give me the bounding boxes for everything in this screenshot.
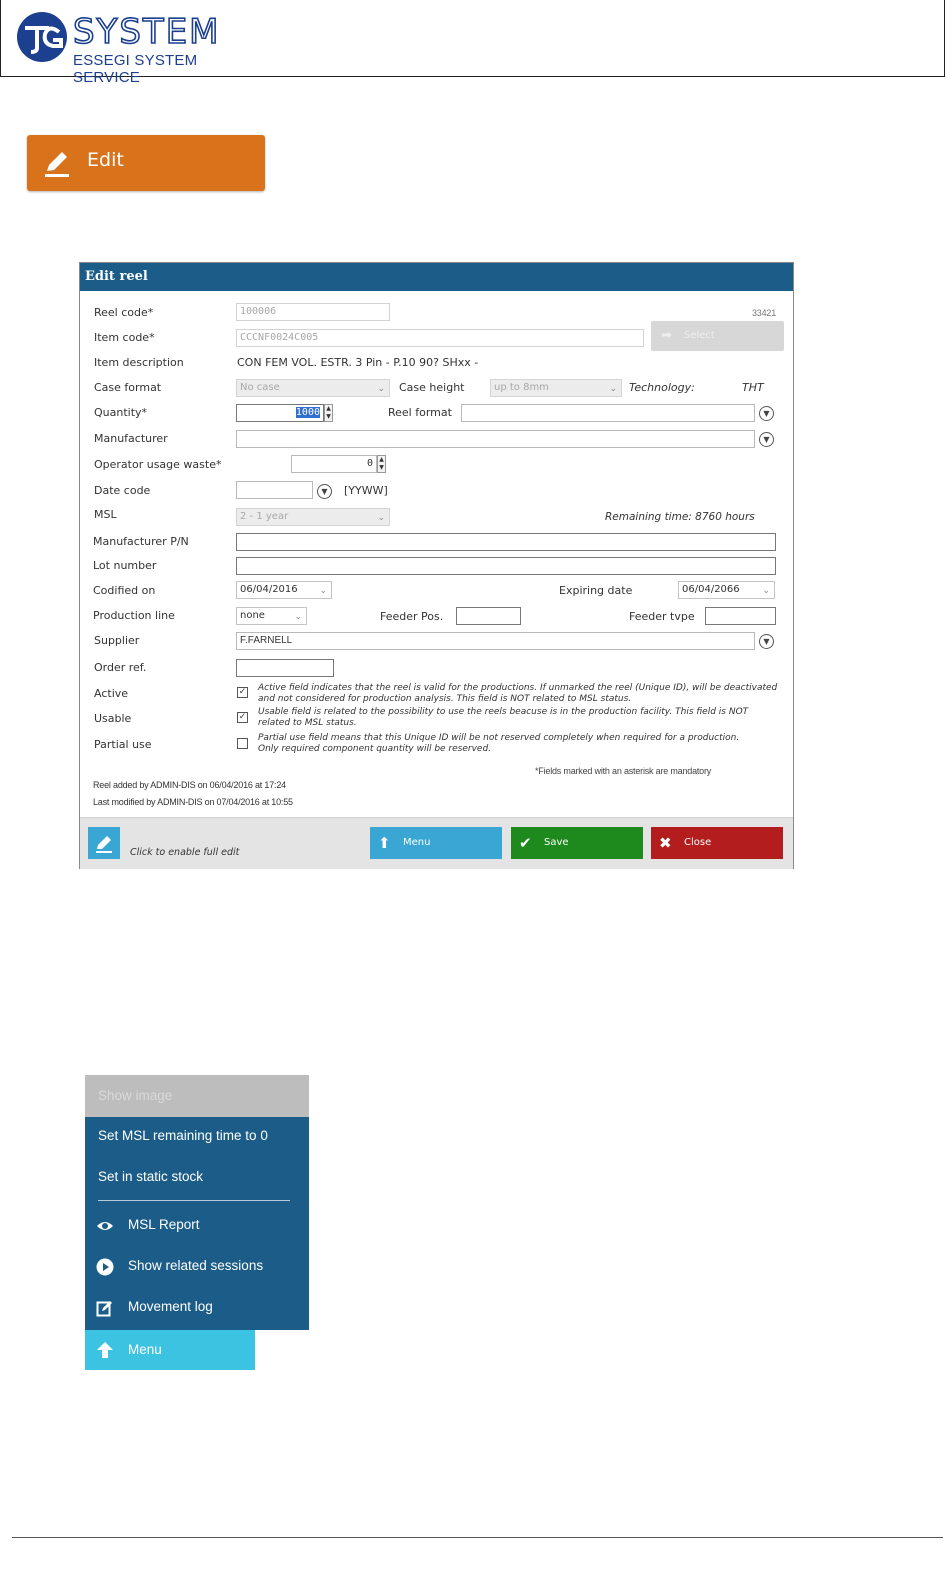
chevron-down-icon: ⌄ [294, 612, 302, 622]
arrow-right-icon: ➡ [661, 328, 672, 343]
document-header [0, 0, 945, 86]
technology-value: THT [742, 381, 764, 394]
supplier-dropdown-icon[interactable]: ▼ [759, 634, 774, 649]
expiring-date-select[interactable] [678, 581, 775, 599]
close-label: Close [684, 837, 712, 848]
dialog-title: Edit reel [80, 263, 793, 291]
set-static-stock-item[interactable] [85, 1158, 309, 1196]
feeder-pos-label: Feeder Pos. [380, 610, 444, 623]
logo-brand-text: SYSTEM [73, 12, 221, 52]
operator-usage-waste-input[interactable]: 0 [291, 455, 377, 473]
company-logo [15, 10, 255, 86]
item-description-label: Item description [94, 356, 184, 369]
movement-log-item[interactable] [85, 1288, 309, 1326]
partial-use-label: Partial use [94, 738, 152, 751]
order-ref-input[interactable] [236, 659, 334, 677]
play-circle-icon [96, 1258, 114, 1276]
codified-on-select[interactable] [236, 581, 332, 599]
partial-use-note: Partial use field means that this Unique ID will be not reserved completely when required for a production. Only required component quantity will be reserved. [258, 733, 740, 754]
movement-log-label: Movement log [128, 1299, 213, 1314]
full-edit-button[interactable] [88, 827, 120, 859]
reel-code-input[interactable]: 100006 [236, 303, 390, 321]
case-height-value: up to 8mm [494, 382, 549, 393]
active-label: Active [94, 687, 129, 700]
codified-on-value: 06/04/2016 [240, 584, 298, 595]
feeder-type-label: Feeder tvpe [629, 610, 695, 623]
show-related-sessions-label: Show related sessions [128, 1258, 264, 1273]
edit-log-icon [96, 1299, 114, 1317]
case-height-select[interactable] [490, 379, 622, 397]
date-code-dropdown-icon[interactable]: ▼ [317, 484, 332, 499]
lot-number-label: Lot number [93, 559, 157, 572]
menu-button-label: Menu [128, 1342, 162, 1357]
manufacturer-pn-input[interactable] [236, 533, 776, 551]
supplier-label: Supplier [94, 634, 140, 647]
active-note: Active field indicates that the reel is valid for the productions. If unmarked the reel (Unique ID), will be deactivated and not considered for production analysis. This field is NOT related to MSL status. [258, 683, 778, 704]
msl-value: 2 - 1 year [240, 511, 289, 522]
context-menu [85, 1075, 309, 1330]
date-code-hint: [YYWW] [344, 484, 388, 497]
save-label: Save [544, 837, 569, 848]
reel-format-label: Reel format [388, 406, 452, 419]
check-icon: ✔ [519, 834, 532, 852]
close-icon: ✖ [659, 834, 672, 852]
menu-divider [98, 1200, 290, 1201]
reel-added-info: Reel added by ADMIN-DIS on 06/04/2016 at 17:24 [93, 780, 286, 790]
msl-report-label: MSL Report [128, 1217, 200, 1232]
supplier-input[interactable]: F.FARNELL [236, 632, 755, 650]
mandatory-note: *Fields marked with an asterisk are mandatory [535, 766, 712, 776]
logo-mark-icon [15, 10, 69, 64]
chevron-down-icon: ⌄ [762, 586, 770, 596]
expiring-date-value: 06/04/2066 [682, 584, 740, 595]
last-modified-info: Last modified by ADMIN-DIS on 07/04/2016 at 10:55 [93, 797, 293, 807]
select-button[interactable] [651, 321, 784, 351]
set-msl-zero-item[interactable] [85, 1117, 309, 1155]
record-id: 33421 [752, 308, 777, 318]
case-format-select[interactable] [236, 379, 390, 397]
case-format-value: No case [240, 382, 280, 393]
show-image-item[interactable]: Show image [85, 1075, 309, 1117]
menu-button[interactable] [85, 1330, 255, 1370]
page-footer-rule [12, 1537, 943, 1538]
arrow-up-icon [96, 1341, 114, 1359]
date-code-input[interactable] [236, 481, 313, 499]
eye-icon [96, 1217, 114, 1235]
waste-stepper[interactable]: ▲ ▼ [377, 455, 386, 473]
set-static-stock-label: Set in static stock [98, 1169, 204, 1184]
lot-number-input[interactable] [236, 557, 776, 575]
close-button[interactable] [651, 827, 783, 859]
partial-use-checkbox[interactable] [237, 738, 248, 749]
feeder-pos-input[interactable] [456, 607, 521, 625]
quantity-label: Quantity* [94, 406, 148, 419]
manufacturer-label: Manufacturer [94, 432, 168, 445]
arrow-up-icon: ⬆ [378, 834, 391, 852]
select-button-label: Select [684, 330, 715, 341]
codified-on-label: Codified on [93, 584, 156, 597]
save-button[interactable] [511, 827, 643, 859]
manufacturer-dropdown-icon[interactable]: ▼ [759, 432, 774, 447]
reel-format-input[interactable] [461, 404, 755, 422]
set-msl-zero-label: Set MSL remaining time to 0 [98, 1128, 268, 1143]
order-ref-label: Order ref. [94, 661, 147, 674]
edit-reel-dialog [79, 262, 794, 869]
chevron-down-icon: ⌄ [377, 513, 385, 523]
usable-label: Usable [94, 712, 132, 725]
quantity-input[interactable] [236, 404, 324, 422]
case-height-label: Case height [399, 381, 465, 394]
usable-note: Usable field is related to the possibility to use the reels beacuse is in the production facility. This field is NOT related to MSL status. [258, 707, 749, 728]
dialog-footer [80, 817, 793, 869]
logo-tagline: ESSEGI SYSTEM SERVICE [73, 52, 198, 86]
production-line-select[interactable] [236, 607, 307, 625]
date-code-label: Date code [94, 484, 151, 497]
manufacturer-pn-label: Manufacturer P/N [93, 535, 189, 548]
edit-button-label: Edit [87, 149, 124, 171]
msl-label: MSL [94, 508, 117, 521]
production-line-label: Production line [93, 609, 175, 622]
edit-button[interactable] [27, 135, 265, 191]
msl-report-item[interactable] [85, 1206, 309, 1244]
pencil-icon [88, 827, 120, 859]
item-code-input[interactable]: CCCNF0024C005 [236, 329, 644, 347]
msl-select[interactable] [236, 508, 390, 526]
technology-label: Technology: [629, 381, 695, 394]
operator-usage-waste-label: Operator usage waste* [94, 458, 222, 471]
feeder-type-input[interactable] [705, 607, 776, 625]
menu-footer-button[interactable] [370, 827, 502, 859]
show-related-sessions-item[interactable] [85, 1247, 309, 1285]
reel-format-dropdown-icon[interactable]: ▼ [759, 406, 774, 421]
full-edit-hint: Click to enable full edit [130, 847, 240, 858]
chevron-down-icon: ⌄ [377, 384, 385, 394]
item-code-label: Item code* [94, 331, 155, 344]
active-checkbox[interactable]: ✓ [238, 687, 247, 697]
chevron-down-icon: ⌄ [319, 586, 327, 596]
remaining-time: Remaining time: 8760 hours [605, 511, 755, 523]
item-description-value: CON FEM VOL. ESTR. 3 Pin - P.10 90? SHxx - [237, 356, 479, 369]
quantity-stepper[interactable]: ▲ ▼ [324, 404, 333, 422]
pencil-icon [41, 147, 73, 179]
quantity-value: 1000 [295, 407, 320, 418]
manufacturer-input[interactable] [236, 430, 755, 448]
chevron-down-icon: ⌄ [609, 384, 617, 394]
case-format-label: Case format [94, 381, 162, 394]
usable-checkbox[interactable]: ✓ [238, 712, 247, 722]
menu-footer-label: Menu [403, 837, 431, 848]
expiring-date-label: Expiring date [559, 584, 633, 597]
production-line-value: none [240, 610, 265, 621]
reel-code-label: Reel code* [94, 306, 154, 319]
